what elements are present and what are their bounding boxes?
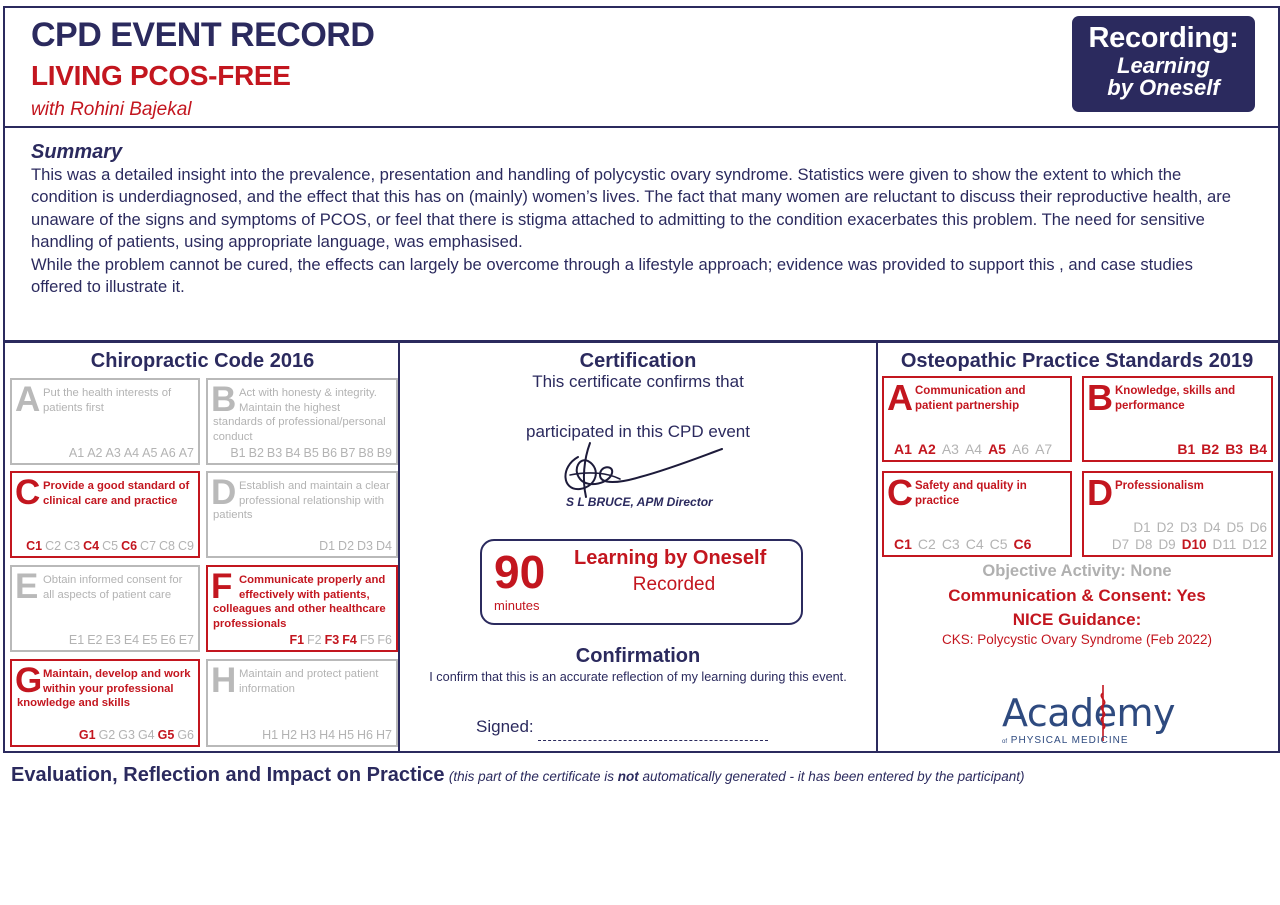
code-item: C3: [941, 536, 960, 552]
objective-activity: Objective Activity: None: [982, 562, 1172, 580]
logo-subtitle: [1002, 735, 1129, 746]
code-item: F1: [289, 633, 305, 647]
code-letter: B: [1087, 377, 1113, 418]
code-item: E1: [68, 633, 85, 647]
code-item: E4: [123, 633, 140, 647]
code-items: [23, 539, 194, 553]
code-item: D1: [1133, 520, 1151, 535]
code-item: C6: [1013, 536, 1032, 552]
summary-section: [3, 126, 1280, 342]
code-item: F4: [342, 633, 357, 647]
evaluation-section: [11, 764, 1024, 787]
chiropractic-code-title: Chiropractic Code 2016: [90, 350, 315, 372]
osteopathic-standards-panel: [876, 341, 1280, 753]
code-item: A5: [142, 446, 158, 460]
event-title: LIVING PCOS-FREE: [31, 60, 291, 91]
code-item: G1: [78, 728, 96, 742]
recording-badge-type: Learning by Oneself: [1107, 53, 1220, 100]
standard-box-c: [882, 471, 1072, 557]
code-item: A3: [941, 441, 959, 457]
evaluation-note-emphasis: not: [617, 769, 639, 784]
code-item: C6: [121, 539, 138, 553]
recording-badge: [1072, 16, 1255, 112]
code-item: F5: [359, 633, 375, 647]
standard-box-b: [1082, 376, 1273, 462]
code-item: A5: [988, 441, 1006, 457]
code-item: B3: [266, 446, 283, 460]
code-item: E7: [178, 633, 194, 647]
code-items: [259, 728, 392, 742]
code-items: [286, 633, 392, 647]
code-item: H1: [262, 728, 279, 742]
code-box-g: [10, 659, 200, 747]
code-letter: H: [211, 661, 237, 700]
evaluation-note-start: (this part of the certificate is: [448, 769, 618, 784]
code-item: F3: [324, 633, 340, 647]
code-item: A4: [964, 441, 983, 457]
header: [3, 6, 1280, 128]
code-letter: A: [887, 377, 913, 418]
code-item: D6: [1249, 520, 1267, 535]
code-item: B3: [1225, 441, 1244, 457]
code-items: [888, 536, 1031, 552]
standard-box-d: [1082, 471, 1273, 557]
code-item: E6: [160, 633, 176, 647]
code-item: A7: [1035, 441, 1053, 457]
code-items-row-1: [1127, 520, 1267, 535]
code-description: Obtain informed consent for all aspects of patient care: [43, 574, 183, 601]
code-items: [316, 539, 392, 553]
confirmation-heading: Confirmation: [575, 645, 701, 667]
minutes-value: 90: [494, 546, 546, 598]
certification-line-2: participated in this CPD event: [526, 422, 750, 441]
code-item: H4: [319, 728, 336, 742]
code-item: A7: [178, 446, 194, 460]
code-item: A2: [87, 446, 103, 460]
code-item: D10: [1181, 537, 1207, 552]
code-item: F6: [377, 633, 392, 647]
code-letter: F: [211, 567, 233, 606]
logo-of: of: [1002, 739, 1008, 745]
code-item: H5: [338, 728, 355, 742]
code-item: C1: [26, 539, 43, 553]
code-description: Communicate properly and effectively with patients, colleagues and other healthcare professionals: [213, 574, 386, 630]
code-box-c: [10, 471, 200, 558]
code-description: Establish and maintain a clear professional relationship with patients: [213, 480, 390, 522]
code-item: D2: [1156, 520, 1174, 535]
code-description: Put the health interests of patients first: [43, 387, 172, 414]
code-item: B4: [1249, 441, 1267, 457]
code-letter: G: [15, 661, 43, 700]
code-items-row-2: [1106, 537, 1267, 552]
logo-wordmark: Academy: [1002, 691, 1176, 735]
nice-guidance-text: CKS: Polycystic Ovary Syndrome (Feb 2022): [941, 632, 1213, 647]
code-item: A4: [123, 446, 140, 460]
code-item: H7: [376, 728, 392, 742]
code-letter: C: [15, 473, 41, 512]
code-item: D9: [1158, 537, 1176, 552]
code-item: C3: [64, 539, 81, 553]
code-items: [66, 633, 194, 647]
code-item: E5: [142, 633, 158, 647]
presenter-name: with Rohini Bajekal: [31, 99, 192, 120]
communication-consent: Communication & Consent: Yes: [948, 586, 1206, 605]
nice-guidance-heading: NICE Guidance:: [1012, 610, 1142, 629]
code-items: [66, 446, 194, 460]
code-description: Communication and patient partnership: [915, 385, 1026, 412]
code-item: B5: [303, 446, 319, 460]
caduceus-icon: [1095, 683, 1111, 743]
summary-body: [31, 164, 1241, 298]
code-item: G2: [98, 728, 116, 742]
code-item: B7: [340, 446, 356, 460]
code-item: G3: [118, 728, 135, 742]
code-items: [76, 728, 194, 742]
code-item: C2: [917, 536, 936, 552]
code-item: C5: [102, 539, 119, 553]
code-item: D7: [1111, 537, 1130, 552]
code-items: [227, 446, 392, 460]
code-item: D11: [1212, 537, 1237, 552]
code-letter: E: [15, 567, 39, 606]
code-item: D5: [1226, 520, 1244, 535]
director-signature: [550, 439, 730, 499]
signer-name: S L BRUCE, APM Director: [566, 495, 713, 509]
code-item: D4: [1203, 520, 1221, 535]
code-item: B9: [376, 446, 392, 460]
code-description: Knowledge, skills and performance: [1115, 385, 1236, 412]
recording-badge-heading: Recording:: [1088, 22, 1239, 54]
code-item: D12: [1242, 537, 1267, 552]
logo-sub-text: PHYSICAL MEDICINE: [1010, 735, 1129, 746]
code-item: G6: [177, 728, 194, 742]
code-letter: B: [211, 380, 237, 419]
code-item: D3: [357, 539, 374, 553]
code-item: D8: [1135, 537, 1153, 552]
code-item: B4: [285, 446, 301, 460]
code-item: E2: [87, 633, 103, 647]
code-item: D2: [338, 539, 355, 553]
code-item: A3: [105, 446, 121, 460]
summary-heading: Summary: [31, 141, 123, 163]
academy-logo: [1002, 691, 1182, 749]
code-item: A1: [894, 441, 912, 457]
code-description: Maintain and protect patient information: [239, 668, 379, 695]
code-item: H3: [300, 728, 317, 742]
code-box-e: [10, 565, 200, 652]
code-letter: A: [15, 380, 41, 419]
chiropractic-code-panel: [3, 341, 400, 753]
code-item: C9: [178, 539, 194, 553]
code-item: C8: [159, 539, 176, 553]
code-item: B1: [230, 446, 246, 460]
code-item: C4: [965, 536, 984, 552]
code-item: C1: [894, 536, 912, 552]
code-item: H6: [357, 728, 374, 742]
code-item: G4: [137, 728, 155, 742]
code-item: D4: [376, 539, 392, 553]
code-description: Maintain, develop and work within your professional knowledge and skills: [17, 668, 191, 710]
signed-label: Signed:: [476, 717, 534, 736]
code-item: A6: [1011, 441, 1030, 457]
code-item: C7: [140, 539, 157, 553]
learning-type: Learning by Oneself: [574, 547, 767, 569]
code-item: C2: [45, 539, 62, 553]
certification-panel: [398, 341, 878, 753]
code-item: B6: [321, 446, 338, 460]
evaluation-heading: Evaluation, Reflection and Impact on Practice: [11, 764, 445, 786]
code-item: G5: [157, 728, 175, 742]
code-item: D1: [319, 539, 336, 553]
code-item: B2: [248, 446, 264, 460]
evaluation-note: [449, 769, 1025, 784]
code-description: Safety and quality in practice: [915, 480, 1027, 507]
code-item: B8: [358, 446, 374, 460]
code-item: B2: [1201, 441, 1220, 457]
code-item: A2: [917, 441, 936, 457]
recording-status: Recorded: [632, 574, 716, 595]
code-item: H2: [281, 728, 298, 742]
code-description: Act with honesty & integrity. Maintain the highest standards of professional/personal conduct: [213, 387, 386, 443]
osteopathic-standards-title: Osteopathic Practice Standards 2019: [900, 350, 1254, 372]
page-title: CPD EVENT RECORD: [31, 16, 375, 54]
code-item: C5: [989, 536, 1008, 552]
code-description: Provide a good standard of clinical care and practice: [43, 480, 190, 507]
certification-line-1: This certificate confirms that: [532, 372, 744, 391]
code-items: [888, 441, 1052, 457]
standard-box-a: [882, 376, 1072, 462]
code-item: A1: [68, 446, 85, 460]
code-item: B1: [1177, 441, 1196, 457]
code-item: E3: [105, 633, 121, 647]
code-box-a: [10, 378, 200, 465]
confirmation-text: I confirm that this is an accurate reflection of my learning during this event.: [429, 670, 847, 684]
certification-heading: Certification: [579, 350, 697, 372]
code-item: D3: [1179, 520, 1198, 535]
code-box-d: [206, 471, 398, 558]
code-letter: C: [887, 472, 913, 513]
signature-line[interactable]: [538, 740, 768, 741]
code-letter: D: [1087, 472, 1113, 513]
summary-paragraph-1: This was a detailed insight into the prevalence, presentation and handling of polycystic ovary syndrome. Statistics were given to show the extent to which the condition is underdiagnosed, and the effect that this has on (mainly) women’s lives. The fact that many women are reluctant to discuss their reproductive health, are unaware of the signs and symptoms of PCOS, or feel that there is stigma attached to admitting to the condition exacerbates this problem. The need for sensitive handling of patients, using appropriate language, was emphasised.: [31, 165, 1232, 252]
summary-paragraph-2: While the problem cannot be cured, the effects can largely be overcome through a lifestyle approach; evidence was provided to support this , and case studies offered to illustrate it.: [31, 254, 1193, 297]
minutes-unit: minutes: [494, 598, 540, 613]
code-description: Professionalism: [1115, 480, 1204, 492]
code-box-b: [206, 378, 398, 465]
code-item: A6: [160, 446, 176, 460]
cpd-time-box: [480, 539, 803, 625]
code-box-f: [206, 565, 398, 652]
code-items: [1171, 441, 1267, 457]
evaluation-note-end: automatically generated - it has been entered by the participant): [638, 769, 1025, 784]
code-item: F2: [307, 633, 322, 647]
code-item: C4: [83, 539, 100, 553]
code-box-h: [206, 659, 398, 747]
code-letter: D: [211, 473, 237, 512]
